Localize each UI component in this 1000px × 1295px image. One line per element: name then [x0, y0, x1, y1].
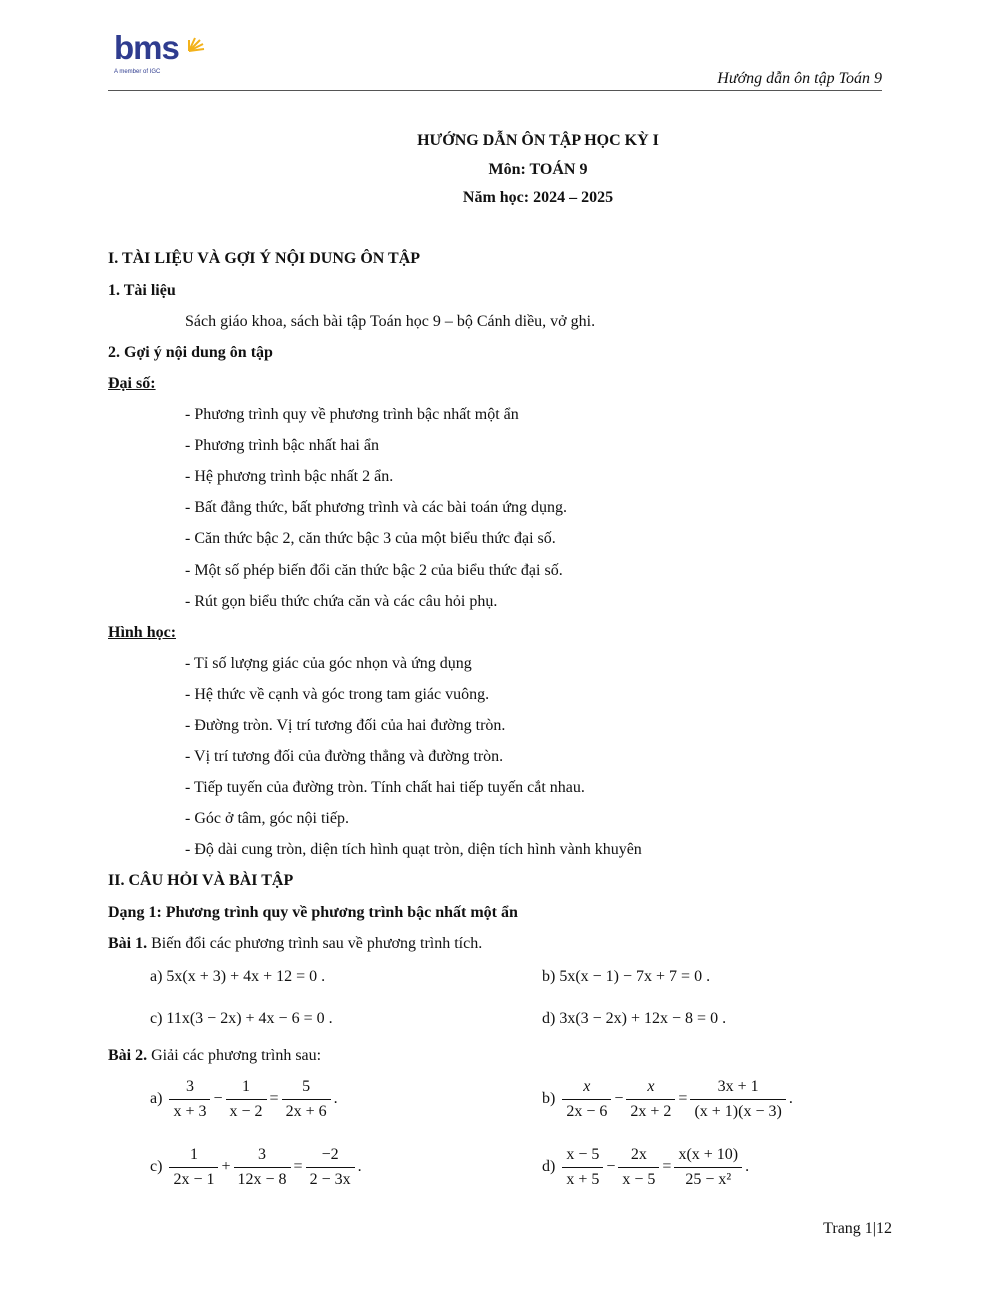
- denominator: 25 − x²: [685, 1171, 732, 1188]
- exercise-2: [108, 1047, 321, 1065]
- geometry-item: - Góc ở tâm, góc nội tiếp.: [185, 810, 349, 827]
- fraction: [618, 1146, 659, 1189]
- doc-subject: Môn: TOÁN 9: [488, 161, 588, 178]
- fraction: [690, 1078, 785, 1121]
- numerator: x: [626, 1078, 675, 1100]
- fraction: [674, 1146, 742, 1189]
- logo-subtitle: A member of IGC: [114, 69, 161, 75]
- geometry-item: - Đường tròn. Vị trí tương đối của hai đường tròn.: [185, 717, 506, 734]
- logo-text: bms: [114, 29, 179, 66]
- equation-1b: b) 5x(x − 1) − 7x + 7 = 0 .: [542, 968, 711, 985]
- exercise-1: [108, 935, 482, 953]
- problem-type-1: Dạng 1: Phương trình quy về phương trình bậc nhất một ẩn: [108, 904, 518, 921]
- fraction: [562, 1146, 603, 1189]
- denominator: 2x + 6: [285, 1103, 327, 1120]
- numerator: 5: [282, 1078, 331, 1100]
- denominator: 12x − 8: [237, 1171, 287, 1188]
- fraction: [306, 1146, 355, 1189]
- sub-heading-materials: 1. Tài liệu: [108, 282, 176, 299]
- equation-2a: a) $\frac{3}{x + 3}$ − $\frac{1}{x - 2}$ = $\frac{5}{2x + 6}$ .: [150, 1078, 338, 1120]
- fraction: [169, 1146, 218, 1189]
- equation-1a: a) 5x(x + 3) + 4x + 12 = 0 .: [150, 968, 326, 985]
- sub-heading-content: 2. Gợi ý nội dung ôn tập: [108, 344, 273, 361]
- equation-2b-label: b): [542, 1090, 556, 1108]
- algebra-item: - Rút gọn biểu thức chứa căn và các câu hỏi phụ.: [185, 593, 498, 610]
- denominator: 2x + 2: [630, 1103, 672, 1120]
- equation-2a-label: a): [150, 1090, 163, 1108]
- doc-title: HƯỚNG DẪN ÔN TẬP HỌC KỲ I: [417, 132, 659, 149]
- numerator: 1: [226, 1078, 267, 1100]
- geometry-label: Hình học:: [108, 624, 177, 641]
- numerator: 3: [234, 1146, 291, 1168]
- denominator: 2x − 1: [173, 1171, 215, 1188]
- section1-heading: I. TÀI LIỆU VÀ GỢI Ý NỘI DUNG ÔN TẬP: [108, 250, 421, 267]
- fraction: [234, 1146, 291, 1189]
- equation-2b: b) $\frac{x}{2x - 6}$ − $\frac{x}{2x + 2}$ = $\frac{3x + 1}{(x + 1)(x - 3)}$ .: [542, 1078, 793, 1120]
- header-divider: [108, 90, 882, 91]
- numerator: 2x: [618, 1146, 659, 1168]
- fraction: [562, 1078, 611, 1121]
- geometry-item: - Vị trí tương đối của đường thẳng và đường tròn.: [185, 748, 504, 765]
- algebra-item: - Căn thức bậc 2, căn thức bậc 3 của một biểu thức đại số.: [185, 530, 556, 547]
- equation-2c: c) $\frac{1}{2x - 1}$ + $\frac{3}{12x - 8}$ = $\frac{-2}{2 - 3x}$ .: [150, 1146, 362, 1188]
- denominator: x − 5: [622, 1171, 656, 1188]
- algebra-item: - Bất đẳng thức, bất phương trình và các bài toán ứng dụng.: [185, 499, 567, 516]
- denominator: x + 3: [173, 1103, 207, 1120]
- numerator: 1: [169, 1146, 218, 1168]
- numerator: x(x + 10): [674, 1146, 742, 1168]
- algebra-item: - Hệ phương trình bậc nhất 2 ẩn.: [185, 468, 394, 485]
- geometry-item: - Độ dài cung tròn, diện tích hình quạt tròn, diện tích hình vành khuyên: [185, 841, 642, 858]
- doc-year: Năm học: 2024 – 2025: [462, 189, 614, 206]
- numerator: x − 5: [562, 1146, 603, 1168]
- equation-2c-label: c): [150, 1158, 163, 1176]
- denominator: 2x − 6: [566, 1103, 608, 1120]
- exercise-2-label: Bài 2.: [108, 1047, 148, 1064]
- denominator: x − 2: [229, 1103, 263, 1120]
- numerator: −2: [306, 1146, 355, 1168]
- equation-1c: c) 11x(3 − 2x) + 4x − 6 = 0 .: [150, 1010, 333, 1027]
- materials-text: Sách giáo khoa, sách bài tập Toán học 9 – bộ Cánh diều, vở ghi.: [185, 313, 596, 330]
- fraction: [169, 1078, 210, 1121]
- denominator: 2 − 3x: [309, 1171, 351, 1188]
- numerator: 3x + 1: [690, 1078, 785, 1100]
- algebra-item: - Phương trình bậc nhất hai ẩn: [185, 437, 379, 454]
- equation-1d: d) 3x(3 − 2x) + 12x − 8 = 0 .: [542, 1010, 727, 1027]
- denominator: x + 5: [566, 1171, 600, 1188]
- header-title: Hướng dẫn ôn tập Toán 9: [717, 70, 882, 87]
- geometry-item: - Hệ thức về cạnh và góc trong tam giác vuông.: [185, 686, 490, 703]
- algebra-item: - Một số phép biến đổi căn thức bậc 2 của biểu thức đại số.: [185, 562, 563, 579]
- fraction: [226, 1078, 267, 1121]
- exercise-1-label: Bài 1.: [108, 935, 148, 952]
- geometry-item: - Tiếp tuyến của đường tròn. Tính chất hai tiếp tuyến cắt nhau.: [185, 779, 585, 796]
- bms-logo: [114, 30, 214, 80]
- section2-heading: II. CÂU HỎI VÀ BÀI TẬP: [108, 872, 294, 889]
- fraction: [626, 1078, 675, 1121]
- exercise-2-text: Giải các phương trình sau:: [151, 1047, 322, 1064]
- page-number: Trang 1|12: [823, 1220, 892, 1237]
- fraction: [282, 1078, 331, 1121]
- equation-2d: d) $\frac{x - 5}{x + 5}$ − $\frac{2x}{x - 5}$ = $\frac{x(x + 10)}{\text{25 − x²}}$ .: [542, 1146, 750, 1188]
- algebra-label: Đại số:: [108, 375, 156, 392]
- sun-logo-icon: [186, 32, 208, 54]
- geometry-item: - Tỉ số lượng giác của góc nhọn và ứng dụng: [185, 655, 472, 672]
- equation-2d-label: d): [542, 1158, 556, 1176]
- numerator: 3: [169, 1078, 210, 1100]
- denominator: (x + 1)(x − 3): [694, 1103, 782, 1120]
- numerator: x: [562, 1078, 611, 1100]
- exercise-1-text: Biến đổi các phương trình sau về phương trình tích.: [151, 935, 483, 952]
- algebra-item: - Phương trình quy về phương trình bậc nhất một ẩn: [185, 406, 519, 423]
